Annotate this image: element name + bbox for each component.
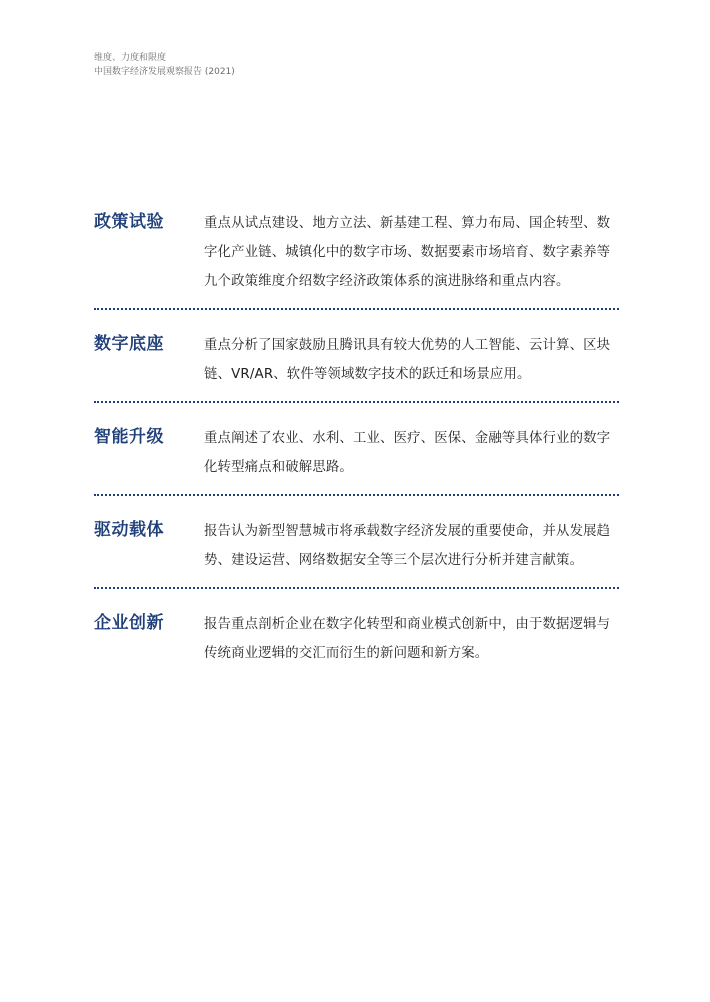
section-description: 报告认为新型智慧城市将承载数字经济发展的重要使命，并从发展趋势、建设运营、网络数据安全等三个层次进行分析并建言献策。 bbox=[204, 524, 611, 568]
header-report-title: 中国数字经济发展观察报告 (2021) bbox=[94, 67, 235, 77]
header-subtitle: 维度、力度和限度 bbox=[94, 53, 167, 63]
section-heading: 智能升级 bbox=[94, 427, 164, 447]
section-description: 报告重点剖析企业在数字化转型和商业模式创新中，由于数据逻辑与传统商业逻辑的交汇而衍生的新问题和新方案。 bbox=[204, 617, 611, 661]
section-description: 重点从试点建设、地方立法、新基建工程、算力布局、国企转型、数字化产业链、城镇化中的数字市场、数据要素市场培育、数字素养等九个政策维度介绍数字经济政策体系的演进脉络和重点内容。 bbox=[204, 216, 611, 289]
section-driving-carrier bbox=[94, 496, 619, 589]
section-digital-base bbox=[94, 310, 619, 403]
section-heading: 数字底座 bbox=[94, 334, 164, 354]
section-heading: 企业创新 bbox=[94, 613, 164, 633]
section-heading: 政策试验 bbox=[94, 212, 164, 232]
section-description: 重点阐述了农业、水利、工业、医疗、医保、金融等具体行业的数字化转型痛点和破解思路。 bbox=[204, 431, 611, 475]
running-header bbox=[94, 51, 235, 79]
section-policy-experiment bbox=[94, 206, 619, 310]
section-list bbox=[94, 206, 619, 682]
section-intelligent-upgrade bbox=[94, 403, 619, 496]
section-description: 重点分析了国家鼓励且腾讯具有较大优势的人工智能、云计算、区块链、VR/AR、软件等领域数字技术的跃迁和场景应用。 bbox=[204, 338, 611, 382]
section-heading: 驱动载体 bbox=[94, 520, 164, 540]
section-enterprise-innovation bbox=[94, 589, 619, 682]
